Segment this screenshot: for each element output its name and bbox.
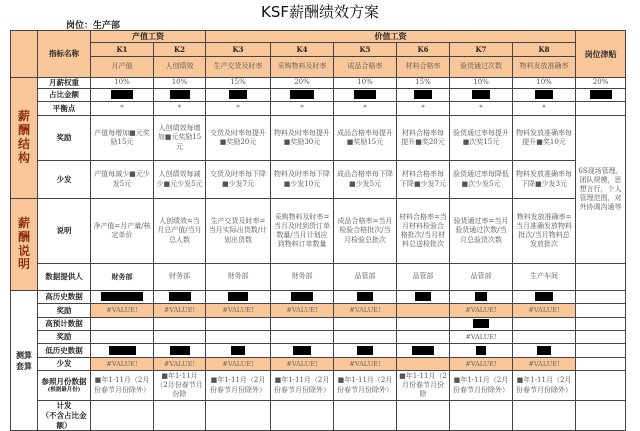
ref-month-value: ■年1-11月（2月份春节月份除外） bbox=[206, 371, 271, 401]
kpi-weight: 10% bbox=[91, 78, 154, 89]
redacted-block bbox=[537, 346, 551, 355]
redacted-block bbox=[472, 90, 490, 99]
amount-redacted bbox=[91, 89, 154, 102]
table-cell bbox=[334, 318, 397, 331]
ref-month-value: ■年1-11月（2月份春节月份除 bbox=[154, 371, 206, 401]
pay-value bbox=[154, 401, 206, 431]
pay-value bbox=[271, 401, 334, 431]
high-hist-redacted bbox=[513, 291, 576, 304]
kpi-reward: 成品合格率每提升■奖励15元 bbox=[334, 116, 397, 161]
kpi-code: K2 bbox=[154, 43, 206, 57]
kpi-balance: * bbox=[513, 102, 576, 116]
redacted-block bbox=[590, 90, 612, 99]
low-deduct-value bbox=[397, 358, 450, 371]
table-row bbox=[11, 78, 626, 89]
redacted-block bbox=[475, 292, 487, 301]
kpi-name: 人创绩效 bbox=[154, 57, 206, 78]
kpi-deduct: 物料及时率每下降■少发10元 bbox=[271, 161, 334, 199]
table-row bbox=[11, 161, 626, 199]
kpi-reward: 交货及时率每提升■奖励20元 bbox=[206, 116, 271, 161]
allowance-header: 岗位津贴 bbox=[576, 31, 626, 78]
amount-redacted bbox=[206, 89, 271, 102]
table-cell bbox=[206, 318, 271, 331]
table-cell bbox=[576, 318, 626, 331]
row-label-weight: 月薪权重 bbox=[38, 78, 91, 89]
table-row bbox=[11, 116, 626, 161]
row-label-explain: 说明 bbox=[38, 199, 91, 264]
table-cell bbox=[576, 304, 626, 318]
kpi-weight: 10% bbox=[334, 78, 397, 89]
kpi-provider: 财务部 bbox=[154, 264, 206, 291]
low-hist-redacted bbox=[91, 344, 154, 358]
high-reward-value: #VALUE! bbox=[206, 304, 271, 318]
kpi-provider: 品管部 bbox=[397, 264, 450, 291]
kpi-reward: 产值每增加■元奖励15元 bbox=[91, 116, 154, 161]
allowance-explain: 6S现场管理，团队规模，思想言行，个人管理范围，对外协调沟通等 bbox=[576, 116, 626, 264]
redacted-block bbox=[535, 90, 553, 99]
est-reward-value bbox=[154, 331, 206, 344]
table-cell bbox=[576, 371, 626, 401]
table-cell bbox=[154, 318, 206, 331]
amount-redacted bbox=[271, 89, 334, 102]
high-reward-value: #VALUE! bbox=[513, 304, 576, 318]
row-label-ref-month bbox=[38, 371, 91, 401]
kpi-deduct: 物料发放准确率每下降■少发3元 bbox=[513, 161, 576, 199]
table-row bbox=[11, 344, 626, 358]
table-cell bbox=[576, 291, 626, 304]
kpi-provider: 财务部 bbox=[271, 264, 334, 291]
pay-value bbox=[91, 401, 154, 431]
kpi-balance: * bbox=[334, 102, 397, 116]
ref-month-value: ■年1-11月（2月份春节月份除外） bbox=[334, 371, 397, 401]
row-label-reward3: 奖励 bbox=[38, 331, 91, 344]
kpi-name: 月产值 bbox=[91, 57, 154, 78]
redacted-block bbox=[170, 90, 190, 99]
high-hist-redacted bbox=[450, 291, 513, 304]
section-calc: 测算套算 bbox=[11, 291, 38, 431]
redacted-block bbox=[169, 292, 191, 301]
redacted-block bbox=[357, 346, 373, 355]
table-row bbox=[11, 57, 626, 78]
table-row bbox=[11, 331, 626, 344]
ref-month-value: ■年1-11月（2月份春节月份除 bbox=[397, 371, 450, 401]
kpi-code: K4 bbox=[271, 43, 334, 57]
low-deduct-value: #VALUE! bbox=[450, 358, 513, 371]
table-row bbox=[11, 89, 626, 102]
redacted-block bbox=[535, 292, 553, 301]
ref-month-value: ■年1-11月（2月份春节月份除外） bbox=[91, 371, 154, 401]
kpi-reward: 人创绩效每增加■元奖励15元 bbox=[154, 116, 206, 161]
kpi-balance: * bbox=[271, 102, 334, 116]
ref-month-value: ■年1-11月（2月份春节月份除外） bbox=[271, 371, 334, 401]
ref-month-label: 参照月份数据 bbox=[41, 377, 87, 387]
kpi-deduct: 验货通过率每降低■次少发5元 bbox=[450, 161, 513, 199]
redacted-block bbox=[229, 90, 247, 99]
kpi-provider: 财务部 bbox=[91, 264, 154, 291]
table-row bbox=[11, 31, 626, 43]
value-wage-header: 价值工资 bbox=[206, 31, 576, 43]
high-hist-redacted bbox=[154, 291, 206, 304]
table-row bbox=[11, 318, 626, 331]
redacted-block bbox=[476, 346, 486, 355]
row-label-reward: 奖励 bbox=[38, 116, 91, 161]
amount-redacted bbox=[576, 89, 626, 102]
row-label-high-hist: 高历史数据 bbox=[38, 291, 91, 304]
redacted-block bbox=[354, 90, 376, 99]
redacted-block bbox=[412, 346, 434, 355]
kpi-weight: 10% bbox=[154, 78, 206, 89]
high-est-redacted bbox=[450, 318, 513, 331]
row-label-provider: 数据提供人 bbox=[38, 264, 91, 291]
redacted-block bbox=[109, 346, 136, 355]
redacted-block bbox=[111, 90, 133, 99]
amount-redacted bbox=[397, 89, 450, 102]
kpi-provider: 品管部 bbox=[334, 264, 397, 291]
high-hist-redacted bbox=[397, 291, 450, 304]
kpi-code: K3 bbox=[206, 43, 271, 57]
est-reward-value: #VALUE! bbox=[450, 331, 513, 344]
kpi-balance: * bbox=[91, 102, 154, 116]
allowance-provider bbox=[576, 264, 626, 291]
table-cell bbox=[576, 358, 626, 371]
high-hist-redacted bbox=[271, 291, 334, 304]
kpi-provider: 财务部 bbox=[206, 264, 271, 291]
kpi-explain: 物料发放准确率=当月准确发放物料批次/当月物料总发放批次 bbox=[513, 199, 576, 264]
low-deduct-value: #VALUE! bbox=[206, 358, 271, 371]
est-reward-value bbox=[397, 331, 450, 344]
kpi-deduct: 成品合格率每下降■少发5元 bbox=[334, 161, 397, 199]
kpi-name: 材料合格率 bbox=[397, 57, 450, 78]
kpi-deduct: 人创绩效每减少■元少发5元 bbox=[154, 161, 206, 199]
kpi-code: K6 bbox=[397, 43, 450, 57]
ref-month-value: ■年1-11月（2月份春节月份除外） bbox=[450, 371, 513, 401]
section-salary-structure: 薪酬结构 bbox=[11, 78, 38, 199]
kpi-name: 验货通过次数 bbox=[450, 57, 513, 78]
high-reward-value: #VALUE! bbox=[334, 304, 397, 318]
amount-redacted bbox=[513, 89, 576, 102]
est-reward-value bbox=[271, 331, 334, 344]
kpi-weight: 10% bbox=[450, 78, 513, 89]
kpi-code: K7 bbox=[450, 43, 513, 57]
kpi-provider: 生产车间 bbox=[513, 264, 576, 291]
kpi-deduct: 产值每减少■元少发5元 bbox=[91, 161, 154, 199]
pay-label: 计发 bbox=[56, 401, 72, 410]
ksf-salary-table bbox=[10, 30, 626, 431]
high-reward-value: #VALUE! bbox=[450, 304, 513, 318]
post-label: 岗位：生产部 bbox=[66, 21, 121, 31]
allowance-balance bbox=[576, 102, 626, 116]
low-hist-redacted bbox=[450, 344, 513, 358]
row-label-low-hist: 低历史数据 bbox=[38, 344, 91, 358]
table-cell bbox=[576, 344, 626, 358]
redacted-block bbox=[473, 319, 489, 328]
kpi-name: 物料发放准确率 bbox=[513, 57, 576, 78]
kpi-code: K1 bbox=[91, 43, 154, 57]
ref-month-note: (根据最月份) bbox=[47, 386, 81, 393]
high-reward-value bbox=[397, 304, 450, 318]
table-row bbox=[11, 102, 626, 116]
kpi-provider: 品管部 bbox=[450, 264, 513, 291]
amount-redacted bbox=[154, 89, 206, 102]
kpi-weight: 15% bbox=[206, 78, 271, 89]
est-reward-value bbox=[513, 331, 576, 344]
table-cell bbox=[271, 318, 334, 331]
kpi-weight: 10% bbox=[513, 78, 576, 89]
kpi-explain: 生产交货及时率=当月实际出货数/计划出货数 bbox=[206, 199, 271, 264]
kpi-explain: 净产值=月产量/核定单价 bbox=[91, 199, 154, 264]
low-deduct-value: #VALUE! bbox=[91, 358, 154, 371]
low-deduct-value: #VALUE! bbox=[513, 358, 576, 371]
table-row bbox=[11, 264, 626, 291]
pay-value bbox=[206, 401, 271, 431]
table-row bbox=[11, 291, 626, 304]
kpi-weight: 20% bbox=[271, 78, 334, 89]
est-reward-value bbox=[334, 331, 397, 344]
ref-month-value: ■年1-11月（2月份春节月份除外） bbox=[513, 371, 576, 401]
table-cell bbox=[576, 331, 626, 344]
low-hist-redacted bbox=[206, 344, 271, 358]
kpi-explain: 成品合格率=当月检验合格批次/当月检验总批次 bbox=[334, 199, 397, 264]
low-hist-redacted bbox=[334, 344, 397, 358]
high-reward-value: #VALUE! bbox=[271, 304, 334, 318]
document-title: KSF薪酬绩效方案 bbox=[261, 3, 379, 21]
pay-value bbox=[334, 401, 397, 431]
high-reward-value: #VALUE! bbox=[154, 304, 206, 318]
low-hist-redacted bbox=[154, 344, 206, 358]
redacted-block bbox=[291, 292, 313, 301]
kpi-explain: 验货通过率=当月验货通过次数/当月总验货次数 bbox=[450, 199, 513, 264]
high-hist-redacted bbox=[206, 291, 271, 304]
redacted-block bbox=[293, 346, 311, 355]
row-label-reward2: 奖励 bbox=[38, 304, 91, 318]
row-label-balance: 平衡点 bbox=[38, 102, 91, 116]
kpi-reward: 材料合格率每提升■奖20元 bbox=[397, 116, 450, 161]
table-cell bbox=[91, 318, 154, 331]
amount-redacted bbox=[450, 89, 513, 102]
row-label-amount: 占比金额 bbox=[38, 89, 91, 102]
low-hist-redacted bbox=[397, 344, 450, 358]
table-row bbox=[11, 199, 626, 264]
pay-value bbox=[513, 401, 576, 431]
row-label-deduct: 少发 bbox=[38, 161, 91, 199]
est-reward-value bbox=[206, 331, 271, 344]
kpi-name: 成品合格率 bbox=[334, 57, 397, 78]
kpi-balance: * bbox=[397, 102, 450, 116]
kpi-reward: 验货通过率每提升■次奖15元 bbox=[450, 116, 513, 161]
high-reward-value: #VALUE! bbox=[91, 304, 154, 318]
pay-value bbox=[397, 401, 450, 431]
low-deduct-value: #VALUE! bbox=[334, 358, 397, 371]
corner-cell bbox=[11, 31, 38, 78]
redacted-block bbox=[357, 292, 373, 301]
low-hist-redacted bbox=[513, 344, 576, 358]
row-label-pay bbox=[38, 401, 91, 431]
pay-value bbox=[450, 401, 513, 431]
kpi-balance: * bbox=[154, 102, 206, 116]
low-deduct-value: #VALUE! bbox=[271, 358, 334, 371]
allowance-weight: 20% bbox=[576, 78, 626, 89]
redacted-block bbox=[415, 292, 431, 301]
kpi-name: 采购物料及时率 bbox=[271, 57, 334, 78]
kpi-reward: 物料发放准确率每提升■奖10元 bbox=[513, 116, 576, 161]
low-hist-redacted bbox=[271, 344, 334, 358]
kpi-balance: * bbox=[450, 102, 513, 116]
table-row bbox=[11, 304, 626, 318]
redacted-block bbox=[290, 90, 314, 99]
table-cell bbox=[513, 318, 576, 331]
section-salary-explain: 薪酬说明 bbox=[11, 199, 38, 291]
table-row bbox=[11, 371, 626, 401]
amount-redacted bbox=[334, 89, 397, 102]
table-row bbox=[11, 358, 626, 371]
kpi-reward: 物料及时率每提升■奖励30元 bbox=[271, 116, 334, 161]
kpi-code: K5 bbox=[334, 43, 397, 57]
output-wage-header: 产值工资 bbox=[91, 31, 206, 43]
kpi-explain: 采购物料及时率=当月及时到货订单数量/当月计划应到物料订单数量 bbox=[271, 199, 334, 264]
high-hist-redacted bbox=[91, 291, 154, 304]
kpi-weight: 15% bbox=[397, 78, 450, 89]
kpi-deduct: 交货及时率每下降■少发7元 bbox=[206, 161, 271, 199]
redacted-block bbox=[414, 90, 432, 99]
table-row bbox=[11, 43, 626, 57]
table-cell bbox=[397, 318, 450, 331]
kpi-explain: 人创绩效=当月总产值/当月总人数 bbox=[154, 199, 206, 264]
redacted-block bbox=[231, 346, 245, 355]
row-label-deduct2: 少发 bbox=[38, 358, 91, 371]
row-label-high-est: 高预计数据 bbox=[38, 318, 91, 331]
low-deduct-value: #VALUE! bbox=[154, 358, 206, 371]
kpi-name: 生产交货及时率 bbox=[206, 57, 271, 78]
high-hist-redacted bbox=[334, 291, 397, 304]
redacted-block bbox=[228, 292, 248, 301]
table-row bbox=[11, 401, 626, 431]
indicator-name-header: 指标名称 bbox=[38, 31, 91, 78]
table-cell bbox=[576, 401, 626, 431]
pay-note: （不含占比金额） bbox=[41, 410, 87, 430]
kpi-explain: 材料合格率=当月材料检验合格批次/当月材料总送检批次 bbox=[397, 199, 450, 264]
kpi-code: K8 bbox=[513, 43, 576, 57]
est-reward-value bbox=[91, 331, 154, 344]
redacted-block bbox=[101, 292, 143, 301]
kpi-deduct: 材料合格率每下降■少发7元 bbox=[397, 161, 450, 199]
redacted-block bbox=[170, 346, 190, 355]
kpi-balance: * bbox=[206, 102, 271, 116]
